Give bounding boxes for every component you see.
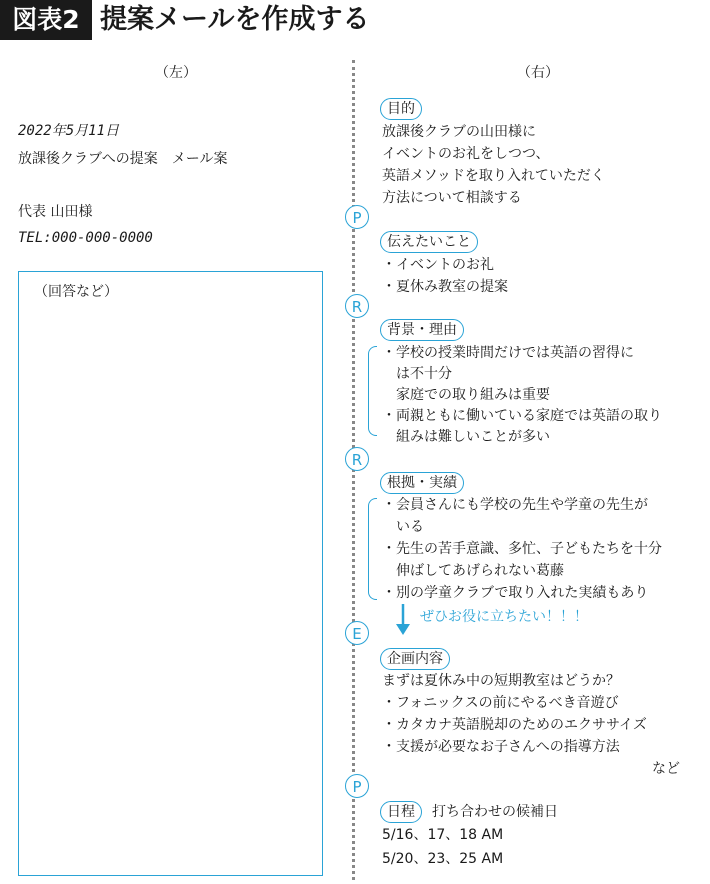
plan-heading: 企画内容 (380, 648, 450, 670)
evidence-heading: 根拠・実績 (380, 472, 464, 494)
plan-line: ・カタカナ英語脱却のためのエクササイズ (382, 717, 647, 733)
answer-box (18, 271, 323, 876)
prep-marker-r: R (345, 447, 369, 471)
figure-title: 提案メールを作成する (100, 4, 370, 35)
evidence-line: 伸ばしてあげられない葛藤 (382, 563, 564, 579)
schedule-date: 5/16、17、18 AM (382, 827, 504, 843)
email-date: 2022年5月11日 (18, 123, 120, 139)
reason-line: ・両親ともに働いている家庭では英語の取り (382, 408, 662, 424)
reason-line: 組みは難しいことが多い (382, 429, 550, 445)
reason-heading: 背景・理由 (380, 319, 464, 341)
left-column-header: （左） (155, 65, 197, 81)
plan-line: まずは夏休み中の短期教室はどうか？ (382, 673, 620, 689)
purpose-line: 英語メソッドを取り入れていただく (382, 168, 605, 184)
evidence-line: ・別の学童クラブで取り入れた実績もあり (382, 585, 649, 601)
schedule-heading: 日程 (380, 801, 422, 823)
purpose-heading: 目的 (380, 98, 422, 120)
evidence-line: いる (382, 519, 424, 535)
message-line: ・イベントのお礼 (382, 257, 494, 273)
arrow-note: ぜひお役に立ちたい！！！ (420, 609, 588, 625)
plan-line: ・支援が必要なお子さんへの指導方法 (382, 739, 620, 755)
reason-bracket (368, 346, 377, 436)
prep-marker-e: E (345, 621, 369, 645)
purpose-line: イベントのお礼をしつつ、 (382, 146, 550, 162)
email-tel: TEL:000-000-0000 (18, 230, 153, 246)
prep-marker-p: P (345, 205, 369, 229)
down-arrow-icon (393, 604, 413, 636)
email-recipient: 代表 山田様 (18, 204, 93, 220)
reason-line: 家庭での取り組みは重要 (382, 387, 550, 403)
purpose-line: 放課後クラブの山田様に (382, 124, 536, 140)
message-line: ・夏休み教室の提案 (382, 279, 508, 295)
right-column-header: （右） (517, 65, 559, 81)
evidence-bracket (368, 498, 377, 600)
schedule-date: 5/20、23、25 AM (382, 851, 504, 867)
reason-line: ・学校の授業時間だけでは英語の習得に (382, 345, 634, 361)
evidence-line: ・先生の苦手意識、多忙、子どもたちを十分 (382, 541, 662, 557)
plan-etc: など (652, 761, 680, 777)
email-subject: 放課後クラブへの提案 メール案 (18, 151, 228, 167)
figure-label-badge: 図表2 (0, 0, 92, 40)
reason-line: は不十分 (382, 366, 452, 382)
plan-line: ・フォニックスの前にやるべき音遊び (382, 695, 619, 711)
prep-marker-r: R (345, 294, 369, 318)
message-heading: 伝えたいこと (380, 231, 478, 253)
answer-box-label: （回答など） (34, 284, 118, 300)
evidence-line: ・会員さんにも学校の先生や学童の先生が (382, 497, 648, 513)
purpose-line: 方法について相談する (382, 190, 522, 206)
schedule-note: 打ち合わせの候補日 (432, 804, 558, 820)
prep-marker-p: P (345, 774, 369, 798)
